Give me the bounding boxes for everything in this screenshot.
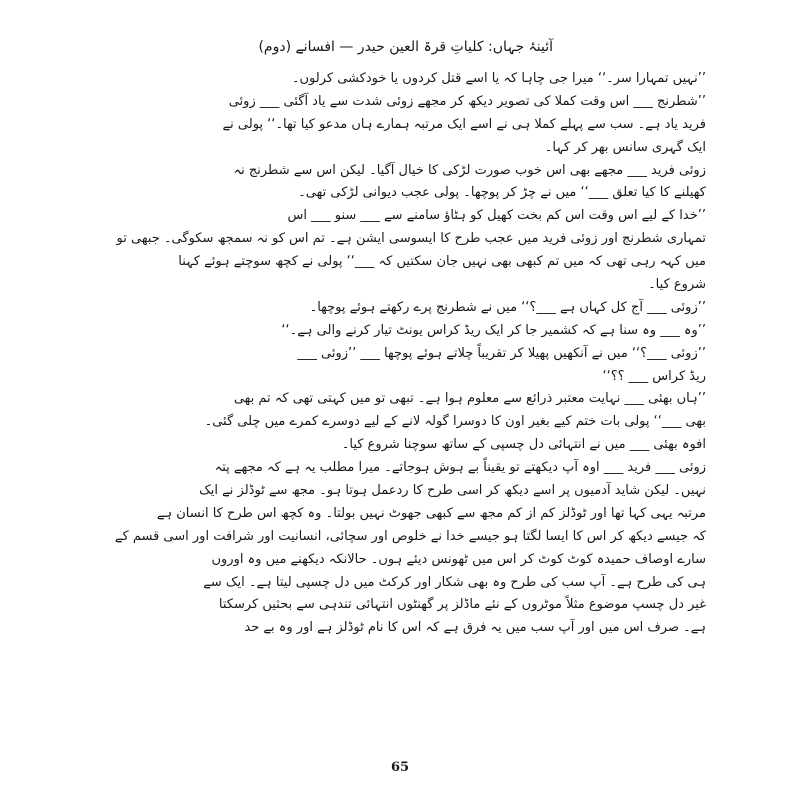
text-line: فرید یاد ہے۔ سب سے پہلے کملا ہی نے اسے ایک مرتبہ ہمارے ہاں مدعو کیا تھا۔‘‘ پولی نے [222, 116, 706, 132]
text-line: شروع کیا۔ [648, 277, 706, 293]
text-line: ہی کی طرح ہے۔ آپ سب کی طرح وہ بھی شکار اور کرکٹ میں دل چسپی لیتا ہے۔ ایک سے [203, 574, 706, 590]
paragraph [108, 457, 706, 640]
text-line: ایک گہری سانس بھر کر کہا۔ [544, 139, 706, 155]
text-line: ہے۔ صرف اس میں اور آپ سب میں یہ فرق ہے کہ اس کا نام ٹوڈلز ہے اور وہ بے حد [244, 620, 706, 636]
paragraph [108, 343, 706, 389]
text-line: ’’شطرنج ___ اس وقت کملا کی تصویر دیکھ کر مجھے زوئی شدت سے یاد آگئی ___ زوئی [228, 93, 706, 109]
text-line: نہیں۔ لیکن شاید آدمیوں پر اسے دیکھ کر اسی طرح کا ردعمل ہوتا ہو۔ مجھ سے ٹوڈلز نے ایک [199, 483, 706, 499]
text-line: میں کہہ رہی تھی کہ میں تم کبھی بھی نہیں جان سکتیں کہ ___‘‘ پولی نے کچھ سوچتے ہوئے کہنا [178, 254, 706, 270]
text-line: ’’ہاں بھئی ___ نہایت معتبر ذرائع سے معلوم ہوا ہے۔ تبھی تو میں کہتی تھی کہ تم بھی [233, 391, 706, 407]
text-line: زوئی فرید ___ مجھے بھی اس خوب صورت لڑکی کا خیال آگیا۔ لیکن اس سے شطرنج نہ [233, 162, 706, 178]
paragraph [108, 160, 706, 206]
text-line: سارے اوصاف حمیدہ کوٹ کوٹ کر اس میں ٹھونس دیئے ہوں۔ حالانکہ دیکھنے میں وہ اوروں [211, 551, 706, 567]
text-line: بھی ___‘‘ پولی بات ختم کیے بغیر اون کا دوسرا گولہ لانے کے لیے دوسرے کمرے میں چلی گئی۔ [204, 414, 706, 430]
paragraph [108, 297, 706, 320]
text-line: کھیلنے کا کیا تعلق ___‘‘ میں نے چڑ کر پوچھا۔ پولی عجب دیوانی لڑکی تھی۔ [298, 185, 706, 201]
page-number: 65 [390, 760, 410, 775]
paragraph [108, 320, 706, 343]
body-text [108, 68, 706, 640]
text-line: ’’زوئی ___؟‘‘ میں نے آنکھیں پھیلا کر تقریباً چلاتے ہوئے پوچھا ___ ’’زوئی ___ [297, 345, 706, 361]
text-line: ریڈ کراس ___ ؟؟‘‘ [602, 368, 706, 384]
text-line: تمہاری شطرنج اور زوئی فرید میں عجب طرح کا ایسوسی ایشن ہے۔ تم اس کو نہ سمجھ سکوگی۔ جبھی تو [116, 231, 706, 247]
paragraph [108, 434, 706, 457]
text-line: ’’زوئی ___ آج کل کہاں ہے ___؟‘‘ میں نے شطرنج پرے رکھتے ہوئے پوچھا۔ [309, 299, 706, 315]
paragraph [108, 205, 706, 297]
text-line: مرتبہ یہی کہا تھا اور ٹوڈلز کم از کم مجھ سے کبھی جھوٹ نہیں بولتا۔ وہ کچھ اس طرح کا انسان ہے [156, 505, 706, 521]
text-line: غیر دل چسپ موضوع مثلاً موٹروں کے نئے ماڈلز پر گھنٹوں انتہائی تندہی سے بحثیں کرسکتا [218, 597, 706, 613]
text-line: زوئی ___ فرید ___ اوہ آپ دیکھتے تو یقیناً بے ہوش ہوجاتے۔ میرا مطلب یہ ہے کہ مجھے پتہ [214, 460, 706, 476]
paragraph [108, 388, 706, 434]
text-line: ’’وہ ___ وہ سنا ہے کہ کشمیر جا کر ایک ریڈ کراس یونٹ تیار کرنے والی ہے۔‘‘ [281, 322, 706, 338]
text-line: کہ جیسے دیکھ کر اس کا ایسا لگتا ہو جیسے خدا نے خلوص اور سچائی، انسانیت اور شرافت اور اسی قسم کے [114, 528, 706, 544]
text-line: ’’نہیں تمہارا سر۔‘‘ میرا جی چاہا کہ یا اسے قتل کردوں یا خودکشی کرلوں۔ [291, 71, 706, 86]
text-line: ’’خدا کے لیے اس وقت اس کم بخت کھیل کو ہٹاؤ سامنے سے ___ سنو ___ اس [287, 208, 706, 224]
text-line: افوہ بھئی ___ میں نے انتہائی دل چسپی کے ساتھ سوچنا شروع کیا۔ [341, 437, 706, 453]
running-header: آئینۂ جہاں: کلیاتِ قرۃ العین حیدر — افسانے (دوم) [258, 39, 553, 55]
paragraph [108, 68, 706, 91]
paragraph [108, 91, 706, 160]
